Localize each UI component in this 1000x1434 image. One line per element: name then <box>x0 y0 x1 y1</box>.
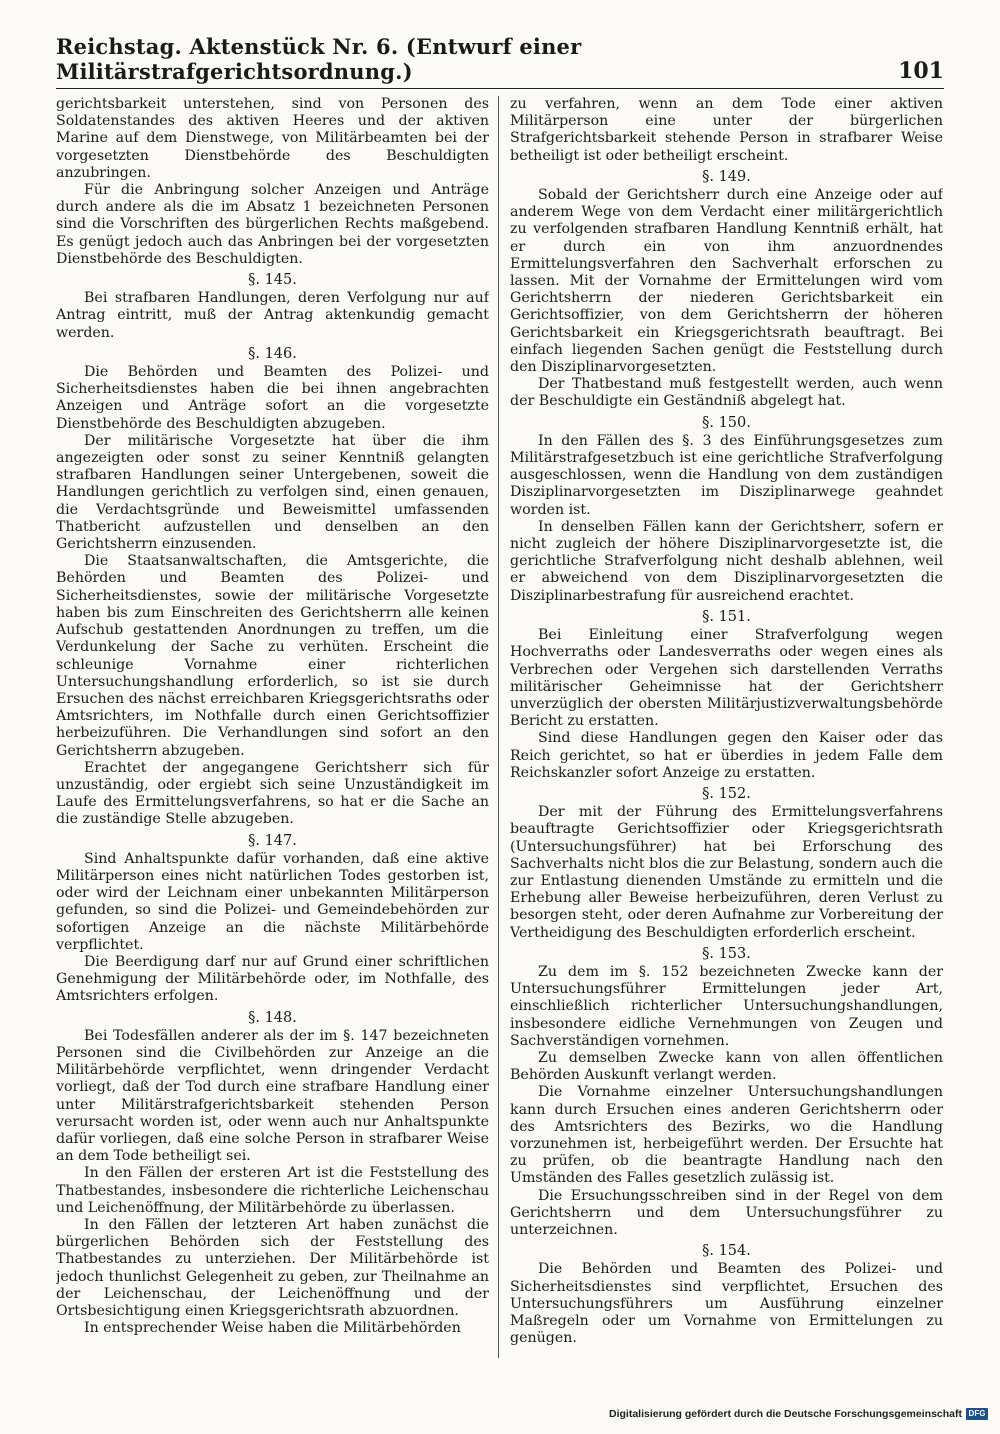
paragraph: Sind diese Handlungen gegen den Kaiser oder das Reich gerichtet, so hat er überdies in jedem Falle dem Reichskanzler sofort Anzeige zu erstatten. <box>510 730 943 781</box>
paragraph: Zu dem im §. 152 bezeichneten Zwecke kann der Untersuchungsführer Ermittelungen jeder Art, einschließlich richterlicher Untersuchungshandlungen, insbesondere eidliche Vernehmungen von Zeugen und Sachverständigen vornehmen. <box>510 963 943 1049</box>
section-heading: §. 149. <box>702 168 751 185</box>
paragraph: zu verfahren, wenn an dem Tode einer aktiven Militärperson eine unter der bürgerlichen Strafgerichtsbarkeit stehende Person in strafbarer Weise betheiligt ist oder betheiligt erscheint. <box>510 96 943 164</box>
section-heading: §. 150. <box>702 414 751 431</box>
paragraph: In den Fällen der ersteren Art ist die Feststellung des Thatbestandes, insbesondere die richterliche Leichenschau und Leichenöffnung, der Militärbehörde zu überlassen. <box>56 1165 489 1216</box>
paragraph: Der mit der Führung des Ermittelungsverfahrens beauftragte Gerichtsoffizier oder Kriegsgerichtsrath (Untersuchungsführer) hat bei Erforschung des Sachverhalts nicht blos die zur Belastung, sondern auch die zur Entlastung dienenden Umstände zu ermitteln und die Erhebung aller Beweise herbeizuführen, deren Verlust zu besorgen steht, oder deren Aufnahme zur Vorbereitung der Vertheidigung des Beschuldigten erforderlich erscheint. <box>510 804 943 941</box>
left-column <box>56 96 489 1358</box>
paragraph: Bei strafbaren Handlungen, deren Verfolgung nur auf Antrag eintritt, muß der Antrag aktenkundig gemacht werden. <box>56 290 489 341</box>
paragraph: In entsprechender Weise haben die Militärbehörden <box>84 1320 461 1337</box>
dfg-logo-icon: DFG <box>966 1408 988 1420</box>
paragraph: Der Thatbestand muß festgestellt werden, auch wenn der Beschuldigte ein Geständniß abgelegt hat. <box>510 376 943 410</box>
paragraph: Die Staatsanwaltschaften, die Amtsgerichte, die Behörden und Beamten des Polizei- und Sicherheitsdienstes, sowie der militärische Vorgesetzte haben bis zum Einschreiten des Gerichtsherrn alle keinen Aufschub gestattenden Anordnungen zu treffen, um die Verdunkelung der Sache zu verhüten. Erscheint die schleunige Vornahme einer richterlichen Untersuchungshandlung erforderlich, so ist sie durch Ersuchen des nächst erreichbaren Kriegsgerichtsraths oder Amtsrichters, im Nothfalle durch einen Gerichtsoffizier herbeizuführen. Die Verhandlungen sind sofort an den Gerichtsherrn abzugeben. <box>56 553 489 759</box>
paragraph: Die Behörden und Beamten des Polizei- und Sicherheitsdienstes haben die bei ihnen angebrachten Anzeigen und Anträge sofort an die vorgesetzte Dienstbehörde des Beschuldigten abzugeben. <box>56 364 489 432</box>
paragraph: Die Vornahme einzelner Untersuchungshandlungen kann durch Ersuchen eines anderen Gerichtsherrn oder des Amtsrichters des Bezirks, wo die Handlung vorzunehmen ist, herbeigeführt werden. Der Ersuchte hat zu prüfen, ob die beantragte Handlung nach den Umständen des Falles gesetzlich zulässig ist. <box>510 1084 943 1187</box>
paragraph: Sobald der Gerichtsherr durch eine Anzeige oder auf anderem Wege von dem Verdacht einer militärgerichtlich zu verfolgenden strafbaren Handlung Kenntniß erhält, hat er durch ein von ihm anzuordnendes Ermittelungsverfahren den Sachverhalt erforschen zu lassen. Mit der Vornahme der Ermittelungen wird vom Gerichtsherrn der niederen Gerichtsbarkeit ein Gerichtsoffizier, von dem Gerichtsherrn der höheren Gerichtsbarkeit ein Kriegsgerichtsrath beauftragt. Bei einfach liegenden Sachen genügt die Feststellung durch den Disziplinarvorgesetzten. <box>510 187 943 376</box>
footer-credit: Digitalisierung gefördert durch die Deutsche Forschungsgemeinschaft <box>609 1408 962 1420</box>
section-heading: §. 151. <box>702 608 751 625</box>
paragraph: In denselben Fällen kann der Gerichtsherr, sofern er nicht zugleich der höhere Disziplinarvorgesetzte ist, die gerichtliche Strafverfolgung nicht deshalb ablehnen, weil er abweichend von dem Disziplinarvorgesetzten die Disziplinarbestrafung für ausreichend erachtet. <box>510 518 943 604</box>
digitization-footer <box>609 1408 988 1420</box>
paragraph: Für die Anbringung solcher Anzeigen und Anträge durch andere als die im Absatz 1 bezeichneten Personen sind die Vorschriften des bürgerlichen Rechts maßgebend. Es genügt jedoch auch das Anbringen bei der vorgesetzten Dienstbehörde des Beschuldigten. <box>56 182 489 267</box>
paragraph: Die Beerdigung darf nur auf Grund einer schriftlichen Genehmigung der Militärbehörde oder, im Nothfalle, des Amtsrichters erfolgen. <box>56 953 489 1005</box>
paragraph: Die Behörden und Beamten des Polizei- und Sicherheitsdienstes sind verpflichtet, Ersuchen des Untersuchungsführers um Ausführung einzelner Maßregeln oder um Vornahme von Ermittelungen zu genügen. <box>510 1261 943 1347</box>
paragraph: In den Fällen der letzteren Art haben zunächst die bürgerlichen Behörden sich der Feststellung des Thatbestandes zu unterziehen. Der Militärbehörde ist jedoch thunlichst Gelegenheit zu geben, zur Theilnahme an der Leichenschau, der Leichenöffnung und der Ortsbesichtigung einen Kriegsgerichtsrath abzuordnen. <box>56 1217 489 1320</box>
paragraph: Bei Todesfällen anderer als der im §. 147 bezeichneten Personen sind die Civilbehörden zur Anzeige an die Militärbehörde verpflichtet, wenn dringender Verdacht vorliegt, daß der Tod durch eine strafbare Handlung einer unter Militärstrafgerichtsbarkeit stehenden Person verursacht worden ist, oder wenn auch nur Anhaltspunkte dafür vorliegen, daß eine solche Person in strafbarer Weise an dem Tode betheiligt sei. <box>56 1027 489 1165</box>
section-heading: §. 146. <box>248 345 297 362</box>
running-title: Reichstag. Aktenstück Nr. 6. (Entwurf einer Militärstrafgerichtsordnung.) <box>56 34 582 84</box>
section-heading: §. 153. <box>702 945 751 962</box>
column-divider <box>498 96 499 1358</box>
section-heading: §. 154. <box>702 1243 751 1260</box>
section-heading: §. 147. <box>248 832 297 849</box>
page-header <box>56 34 944 89</box>
section-heading: §. 148. <box>248 1009 297 1026</box>
right-column <box>510 96 943 1358</box>
paragraph: Bei Einleitung einer Strafverfolgung wegen Hochverraths oder Landesverraths oder wegen eines als Verbrechen oder Vergehen sich darstellenden Verraths militärischer Geheimnisse hat der Gerichtsherr unverzüglich der obersten Militärjustizverwaltungsbehörde Bericht zu erstatten. <box>510 627 943 730</box>
paragraph: Erachtet der angegangene Gerichtsherr sich für unzuständig, oder ergiebt sich seine Unzuständigkeit im Laufe des Ermittelungsverfahrens, so hat er die Sache an die zuständige Stelle abzugeben. <box>56 759 489 828</box>
paragraph: Zu demselben Zwecke kann von allen öffentlichen Behörden Auskunft verlangt werden. <box>510 1049 943 1084</box>
paragraph: In den Fällen des §. 3 des Einführungsgesetzes zum Militärstrafgesetzbuch ist eine gerichtliche Strafverfolgung ausgeschlossen, wenn die Handlung von dem zuständigen Disziplinarvorgesetzten im Disziplinarwege geahndet worden ist. <box>510 432 943 518</box>
paragraph: Die Ersuchungsschreiben sind in der Regel von dem Gerichtsherrn und dem Untersuchungsführer zu unterzeichnen. <box>510 1187 943 1238</box>
paragraph: Der militärische Vorgesetzte hat über die ihm angezeigten oder sonst zu seiner Kenntniß gelangten strafbaren Handlungen seiner Untergebenen, soweit die Handlungen gerichtlich zu verfolgen sind, einen genauen, die Verdachtsgründe und Beweismittel umfassenden Thatbericht aufzustellen und denselben an den Gerichtsherrn einzusenden. <box>56 432 489 553</box>
paragraph: gerichtsbarkeit unterstehen, sind von Personen des Soldatenstandes des aktiven Heeres und der aktiven Marine auf dem Dienstwege, von Militärbeamten bei der vorgesetzten Dienstbehörde des Beschuldigten anzubringen. <box>56 96 489 181</box>
page-number: 101 <box>898 58 944 84</box>
section-heading: §. 152. <box>702 785 751 802</box>
section-heading: §. 145. <box>248 272 297 289</box>
paragraph: Sind Anhaltspunkte dafür vorhanden, daß eine aktive Militärperson eines nicht natürlichen Todes gestorben ist, oder wird der Leichnam einer unbekannten Militärperson gefunden, so sind die Polizei- und Gemeindebehörden zur sofortigen Anzeige an die nächste Militärbehörde verpflichtet. <box>56 850 489 953</box>
